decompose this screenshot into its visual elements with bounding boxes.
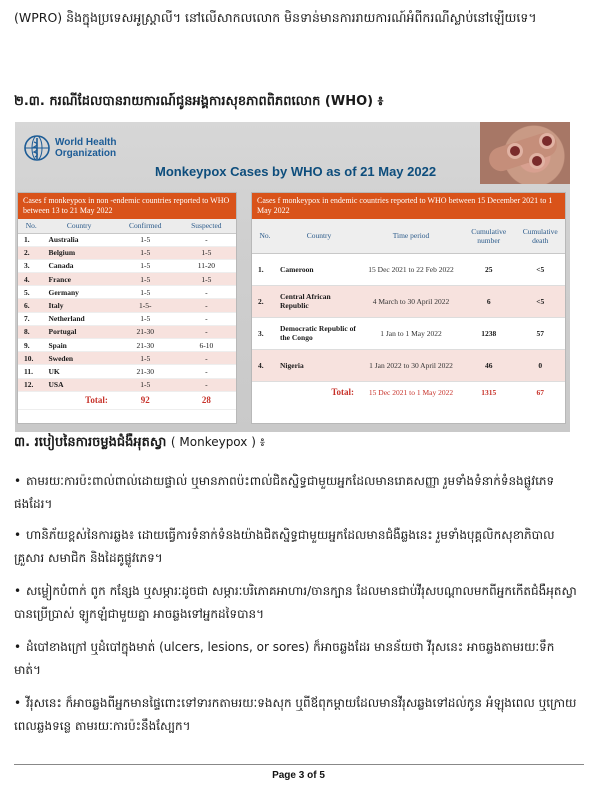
- cell-confirmed: 21-30: [114, 325, 177, 338]
- cell-country: UK: [44, 365, 113, 378]
- cell-country: Cameroon: [278, 253, 360, 285]
- section-heading-transmission: [14, 432, 265, 453]
- endemic-cases-table: [251, 192, 566, 424]
- cell-no: 2.: [18, 246, 44, 259]
- col-no: No.: [18, 219, 44, 233]
- bullet-text: ដំបៅខាងក្រៅ ឬដំបៅក្នុងមាត់ (ulcers, lesions, or sores) ក៏អាចឆ្លងដែរ មានន័យថា វីរុសនេះ អាចឆ្លងតាមរយៈទឹកមាត់។: [14, 640, 555, 677]
- cell-confirmed: 1-5-: [114, 299, 177, 312]
- footer-page-total: 5: [319, 770, 325, 781]
- cell-suspected: -: [177, 352, 236, 365]
- total-suspected: 28: [177, 391, 236, 409]
- cell-confirmed: 1-5: [114, 312, 177, 325]
- cell-cumulative-death: 57: [515, 317, 565, 349]
- cell-no: 7.: [18, 312, 44, 325]
- col-country: Country: [278, 219, 360, 253]
- table-row: [18, 246, 236, 259]
- table-row: [252, 253, 565, 285]
- cell-confirmed: 1-5: [114, 233, 177, 246]
- cell-suspected: -: [177, 312, 236, 325]
- cell-cumulative-death: 0: [515, 349, 565, 381]
- cell-cumulative-number: 25: [462, 253, 515, 285]
- cell-country: Netherland: [44, 312, 113, 325]
- cell-cumulative-number: 1238: [462, 317, 515, 349]
- col-time-period: Time period: [360, 219, 462, 253]
- cell-suspected: -: [177, 378, 236, 391]
- total-label: Total:: [278, 381, 360, 403]
- cell-cumulative-number: 46: [462, 349, 515, 381]
- col-confirmed: Confirmed: [114, 219, 177, 233]
- cell-no: 11.: [18, 365, 44, 378]
- cell-no: 4.: [252, 349, 278, 381]
- col-country: Country: [44, 219, 113, 233]
- total-label: Total:: [44, 391, 113, 409]
- table-row: [252, 349, 565, 381]
- cell-no: 3.: [252, 317, 278, 349]
- table-header-note: Cases f monkeypox in endemic countries reported to WHO between 15 December 2021 to 1 May 2022: [252, 193, 565, 219]
- cell-suspected: 11-20: [177, 259, 236, 272]
- cell-country: Central African Republic: [278, 285, 360, 317]
- col-cumulative-number: Cumulative number: [462, 219, 515, 253]
- table-total-row: [18, 391, 236, 409]
- cell-cumulative-number: 6: [462, 285, 515, 317]
- footer-page-current: 3: [298, 770, 305, 781]
- who-logo-line1: World Health: [55, 137, 117, 148]
- page-footer: [0, 770, 597, 781]
- table-row: [18, 312, 236, 325]
- cell-no: 6.: [18, 299, 44, 312]
- cell-time-period: 15 Dec 2021 to 22 Feb 2022: [360, 253, 462, 285]
- table-row: [252, 317, 565, 349]
- col-cumulative-death: Cumulative death: [515, 219, 565, 253]
- cell-suspected: -: [177, 325, 236, 338]
- cell-suspected: 6-10: [177, 339, 236, 352]
- cell-country: Nigeria: [278, 349, 360, 381]
- table-row: [18, 352, 236, 365]
- total-confirmed: 92: [114, 391, 177, 409]
- cell-confirmed: 1-5: [114, 259, 177, 272]
- cell-confirmed: 1-5: [114, 273, 177, 286]
- cell-confirmed: 1-5: [114, 286, 177, 299]
- cell-no: 3.: [18, 259, 44, 272]
- cell-suspected: -: [177, 286, 236, 299]
- cell-country: Spain: [44, 339, 113, 352]
- cell-cumulative-death: <5: [515, 285, 565, 317]
- cell-country: USA: [44, 378, 113, 391]
- bullet-text: វីរុសនេះ ក៏អាចឆ្លងពីអ្នកមានផ្ទៃពោះទៅទារកតាមរយៈទងសុក ឬពីឪពុកម្តាយដែលមានវីរុសឆ្លងទៅដល់កូន អំឡុងពេល ឬក្រោយពេលឆ្លងទន្លេ តាមរយៈការប៉ះនឹងស្បែក។: [14, 696, 577, 733]
- cell-country: Italy: [44, 299, 113, 312]
- section-heading-khmer: ៣. របៀបនៃការចម្លងជំងឺអុតស្វា: [14, 435, 167, 450]
- col-no: No.: [252, 219, 278, 253]
- total-number: 1315: [462, 381, 515, 403]
- cell-country: Portugal: [44, 325, 113, 338]
- cell-no: 1.: [252, 253, 278, 285]
- cell-no: 1.: [18, 233, 44, 246]
- intro-paragraph: (WPRO) និងក្នុងប្រទេសអូស្ត្រាលី។ នៅលើសាកលលោក មិនទាន់មានការរាយការណ៍អំពីករណីស្លាប់នៅឡើយទេ។: [14, 10, 537, 25]
- footer-of-word: of: [307, 770, 317, 781]
- cell-no: 4.: [18, 273, 44, 286]
- table-row: [18, 378, 236, 391]
- table-total-row: [252, 381, 565, 403]
- cell-country: France: [44, 273, 113, 286]
- section-heading-who-cases: ២.៣. ករណីដែលបានរាយការណ៍ជូនអង្គការសុខភាពពិភពលោក (WHO) ៖: [14, 94, 384, 109]
- total-death: 67: [515, 381, 565, 403]
- table-row: [18, 259, 236, 272]
- table-row: [18, 286, 236, 299]
- bullet-text: សម្លៀកបំពាក់ ពូក កន្សែង ឬសម្ភារៈដូចជា សម្ភារៈបរិភោគអាហារ/ចានក្បាន ដែលមានជាប់វីរុសបណ្តាលមកពីអ្នកកើតជំងឺអុតស្វាបានប្រើប្រាស់ ឡូកឡំជាមួយគ្នា អាចឆ្លងទៅអ្នកដទៃបាន។: [14, 584, 577, 621]
- cell-confirmed: 1-5: [114, 378, 177, 391]
- bullet-text: តាមរយៈការប៉ះពាល់ពាល់ដោយផ្ទាល់ ឬមានភាពប៉ះពាល់ជិតស្និទ្ធជាមួយអ្នកដែលមានរោគសញ្ញា រួមទាំងទំនាក់ទំនងផ្លូវភេទផងដែរ។: [14, 474, 555, 511]
- cell-suspected: -: [177, 299, 236, 312]
- cell-time-period: 1 Jan 2022 to 30 April 2022: [360, 349, 462, 381]
- who-logo-line2: Organization: [55, 148, 117, 159]
- cell-no: 2.: [252, 285, 278, 317]
- cell-country: Sweden: [44, 352, 113, 365]
- table-row: [18, 365, 236, 378]
- cell-suspected: 1-5: [177, 246, 236, 259]
- bullet-text: ហានិភ័យខ្ពស់នៃការឆ្លង៖ ដោយធ្វើការទំនាក់ទំនងយ៉ាងជិតស្និទ្ធជាមួយអ្នកដែលមានជំងឺឆ្លងនេះ រួមទាំងបុគ្គលិកសុខាភិបាល គ្រួសារ សមាជិក និងដៃគូផ្លូវភេទ។: [14, 528, 555, 565]
- table-row: [18, 325, 236, 338]
- cell-country: Democratic Republic of the Congo: [278, 317, 360, 349]
- cell-country: Belgium: [44, 246, 113, 259]
- bullet-item: • វីរុសនេះ ក៏អាចឆ្លងពីអ្នកមានផ្ទៃពោះទៅទារកតាមរយៈទងសុក ឬពីឪពុកម្តាយដែលមានវីរុសឆ្លងទៅដល់កូន អំឡុងពេល ឬក្រោយពេលឆ្លងទន្លេ តាមរយៈការប៉ះនឹងស្បែក។: [14, 696, 577, 733]
- table-row: [18, 339, 236, 352]
- footer-divider: [14, 764, 584, 765]
- cell-no: 5.: [18, 286, 44, 299]
- who-emblem-icon: [23, 134, 51, 162]
- cell-confirmed: 1-5: [114, 246, 177, 259]
- who-logo: [23, 134, 116, 162]
- bullet-item: • ដំបៅខាងក្រៅ ឬដំបៅក្នុងមាត់ (ulcers, lesions, or sores) ក៏អាចឆ្លងដែរ មានន័យថា វីរុសនេះ អាចឆ្លងតាមរយៈទឹកមាត់។: [14, 640, 555, 677]
- table-header-note: Cases f monkeypox in non -endemic countries reported to WHO between 13 to 21 May 2022: [18, 193, 236, 219]
- footer-page-word: Page: [272, 770, 296, 781]
- total-period: 15 Dec 2021 to 1 May 2022: [360, 381, 462, 403]
- table-row: [18, 233, 236, 246]
- cell-no: 12.: [18, 378, 44, 391]
- cell-confirmed: 21-30: [114, 365, 177, 378]
- table-row: [18, 299, 236, 312]
- cell-time-period: 1 Jan to 1 May 2022: [360, 317, 462, 349]
- table-row: [18, 273, 236, 286]
- table-row: [252, 285, 565, 317]
- cell-confirmed: 21-30: [114, 339, 177, 352]
- cell-time-period: 4 March to 30 April 2022: [360, 285, 462, 317]
- cell-confirmed: 1-5: [114, 352, 177, 365]
- cell-cumulative-death: <5: [515, 253, 565, 285]
- cell-suspected: -: [177, 365, 236, 378]
- cell-no: 9.: [18, 339, 44, 352]
- non-endemic-cases-table: [17, 192, 237, 424]
- cell-country: Germany: [44, 286, 113, 299]
- section-heading-latin: ( Monkeypox ) ៖: [170, 435, 265, 449]
- cell-suspected: -: [177, 233, 236, 246]
- col-suspected: Suspected: [177, 219, 236, 233]
- cell-no: 8.: [18, 325, 44, 338]
- bullet-item: • តាមរយៈការប៉ះពាល់ពាល់ដោយផ្ទាល់ ឬមានភាពប៉ះពាល់ជិតស្និទ្ធជាមួយអ្នកដែលមានរោគសញ្ញា រួមទាំងទំនាក់ទំនងផ្លូវភេទផងដែរ។: [14, 474, 555, 511]
- bullet-item: • សម្លៀកបំពាក់ ពូក កន្សែង ឬសម្ភារៈដូចជា សម្ភារៈបរិភោគអាហារ/ចានក្បាន ដែលមានជាប់វីរុសបណ្តាលមកពីអ្នកកើតជំងឺអុតស្វាបានប្រើប្រាស់ ឡូកឡំជាមួយគ្នា អាចឆ្លងទៅអ្នកដទៃបាន។: [14, 584, 577, 621]
- cell-suspected: 1-5: [177, 273, 236, 286]
- cell-country: Australia: [44, 233, 113, 246]
- lesion-photo: [480, 122, 570, 184]
- cell-country: Canada: [44, 259, 113, 272]
- cell-no: 10.: [18, 352, 44, 365]
- banner-title: Monkeypox Cases by WHO as of 21 May 2022: [155, 164, 437, 179]
- bullet-item: • ហានិភ័យខ្ពស់នៃការឆ្លង៖ ដោយធ្វើការទំនាក់ទំនងយ៉ាងជិតស្និទ្ធជាមួយអ្នកដែលមានជំងឺឆ្លងនេះ រួមទាំងបុគ្គលិកសុខាភិបាល គ្រួសារ សមាជិក និងដៃគូផ្លូវភេទ។: [14, 528, 555, 565]
